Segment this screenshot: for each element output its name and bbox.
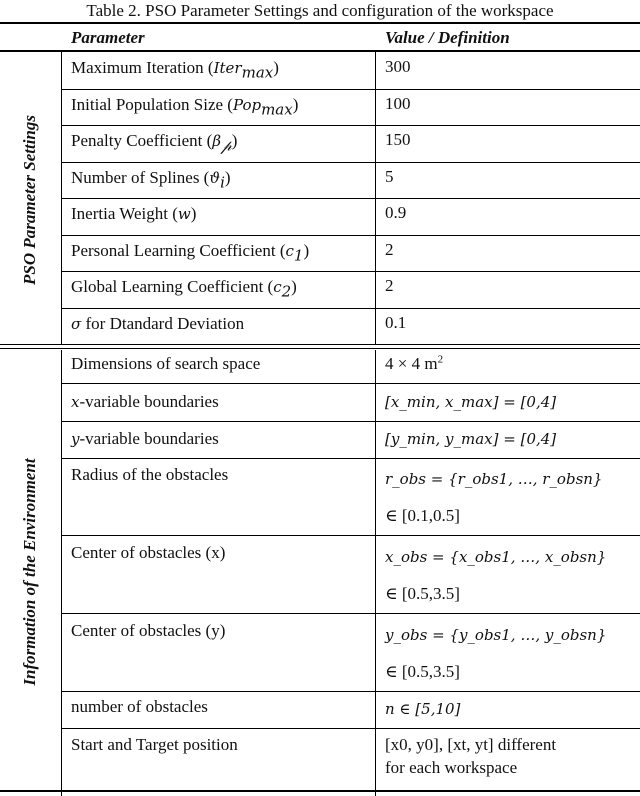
env-param-start: Start and Target position (71, 735, 238, 754)
param-close: ) (303, 240, 310, 260)
env-value-cy-1: y_obs = {y_obs1, …, y_obsn} (385, 626, 607, 644)
dims-value-text: 4 × 4 m (385, 354, 438, 373)
row-sep (61, 535, 640, 536)
pso-value: 2 (385, 239, 394, 259)
pso-param (71, 203, 196, 225)
param-close: ) (224, 167, 231, 187)
env-value-nobs: n ∈ [5,10] (385, 700, 461, 718)
param-symbol: w (177, 205, 191, 223)
pso-param (71, 167, 231, 189)
param-subscript: max (261, 99, 293, 118)
header-rule (0, 50, 640, 52)
env-value-yb: [y_min, y_max] = [0,4] (385, 430, 557, 448)
row-sep (61, 613, 640, 614)
param-text: Initial Population Size ( (71, 94, 233, 114)
row-sep (61, 383, 640, 384)
param-symbol: σ (71, 314, 82, 333)
param-subscript: 2 (281, 282, 292, 301)
env-value-start-2: for each workspace (385, 758, 518, 777)
env-value-cx-1: x_obs = {x_obs1, …, x_obsn} (385, 548, 607, 566)
param-text: Inertia Weight ( (71, 204, 178, 223)
env-param-dims: Dimensions of search space (71, 354, 261, 373)
env-value-xb: [x_min, x_max] = [0,4] (385, 393, 557, 411)
env-param-cx: Center of obstacles (x) (71, 543, 226, 562)
row-sep (61, 198, 640, 199)
pso-param (71, 130, 238, 155)
env-value-cy-2: ∈ [0.5,3.5] (385, 662, 460, 681)
yb-text: -variable boundaries (79, 429, 219, 448)
param-text: Number of Splines ( (71, 167, 210, 187)
row-sep (61, 691, 640, 692)
env-value-cx-2: ∈ [0.5,3.5] (385, 584, 460, 603)
row-sep (61, 125, 640, 126)
env-value-radius-1: r_obs = {r_obs1, …, r_obsn} (385, 470, 603, 488)
env-param-xb (71, 391, 219, 413)
row-sep (61, 89, 640, 90)
pso-param (71, 57, 279, 82)
param-text: for Dtandard Deviation (85, 313, 245, 333)
param-symbol: β (212, 132, 221, 150)
param-text: Global Learning Coefficient ( (71, 277, 274, 296)
pso-value: 150 (385, 130, 411, 149)
table-caption: Table 2. PSO Parameter Settings and configuration of the workspace (86, 1, 554, 20)
param-subscript: max (241, 63, 274, 82)
param-close: ) (292, 94, 299, 114)
env-param-radius: Radius of the obstacles (71, 465, 229, 484)
param-close: ) (291, 277, 297, 296)
row-sep (61, 458, 640, 459)
yb-sym: y (71, 430, 80, 448)
pso-param (71, 94, 298, 116)
row-sep (61, 728, 640, 729)
row-sep (61, 271, 640, 272)
header-value: Value / Definition (385, 28, 510, 47)
pso-value: 0.9 (385, 203, 407, 222)
pso-value: 2 (385, 276, 394, 295)
env-value-radius-2: ∈ [0.1,0.5] (385, 506, 460, 525)
row-sep (61, 235, 640, 236)
pso-param (71, 240, 309, 262)
pso-param (71, 276, 297, 301)
param-subscript: 𝓅 (220, 136, 232, 155)
param-text: Personal Learning Coefficient ( (71, 240, 286, 260)
pso-param (71, 313, 244, 335)
row-sep (61, 162, 640, 163)
vline-mid-env (375, 350, 376, 796)
env-value-start-1: [x0, y0], [xt, yt] different (385, 735, 557, 754)
xb-text: -variable boundaries (79, 392, 219, 411)
pso-value: 300 (385, 57, 411, 76)
pso-value: 100 (385, 93, 411, 113)
pso-value: 0.1 (385, 312, 407, 332)
param-symbol: Iter (213, 59, 242, 77)
param-symbol: ϑ (209, 168, 221, 187)
param-subscript: 1 (293, 245, 304, 264)
row-sep (61, 421, 640, 422)
section-double-rule (0, 344, 640, 349)
env-value-dims (385, 353, 443, 375)
dims-sup: 2 (437, 353, 444, 366)
param-symbol: c (273, 278, 282, 296)
param-close: ) (231, 131, 238, 150)
param-symbol: Pop (232, 95, 262, 114)
top-rule (0, 22, 640, 24)
param-close: ) (190, 204, 197, 223)
group-label-pso: PSO Parameter Settings (20, 114, 39, 286)
param-close: ) (273, 58, 279, 77)
row-sep (61, 308, 640, 309)
vline-left-env (61, 350, 62, 796)
param-symbol: c (285, 241, 294, 260)
bottom-rule (0, 790, 640, 792)
param-subscript: i (220, 172, 225, 191)
env-param-yb (71, 428, 219, 450)
pso-value: 5 (385, 166, 394, 186)
param-text: Penalty Coefficient ( (71, 131, 213, 150)
xb-sym: x (71, 393, 80, 411)
param-text: Maximum Iteration ( (71, 58, 214, 77)
env-param-nobs: number of obstacles (71, 697, 208, 716)
header-parameter: Parameter (71, 28, 145, 47)
env-param-cy: Center of obstacles (y) (71, 621, 226, 640)
group-label-env: Information of the Environment (20, 458, 39, 686)
